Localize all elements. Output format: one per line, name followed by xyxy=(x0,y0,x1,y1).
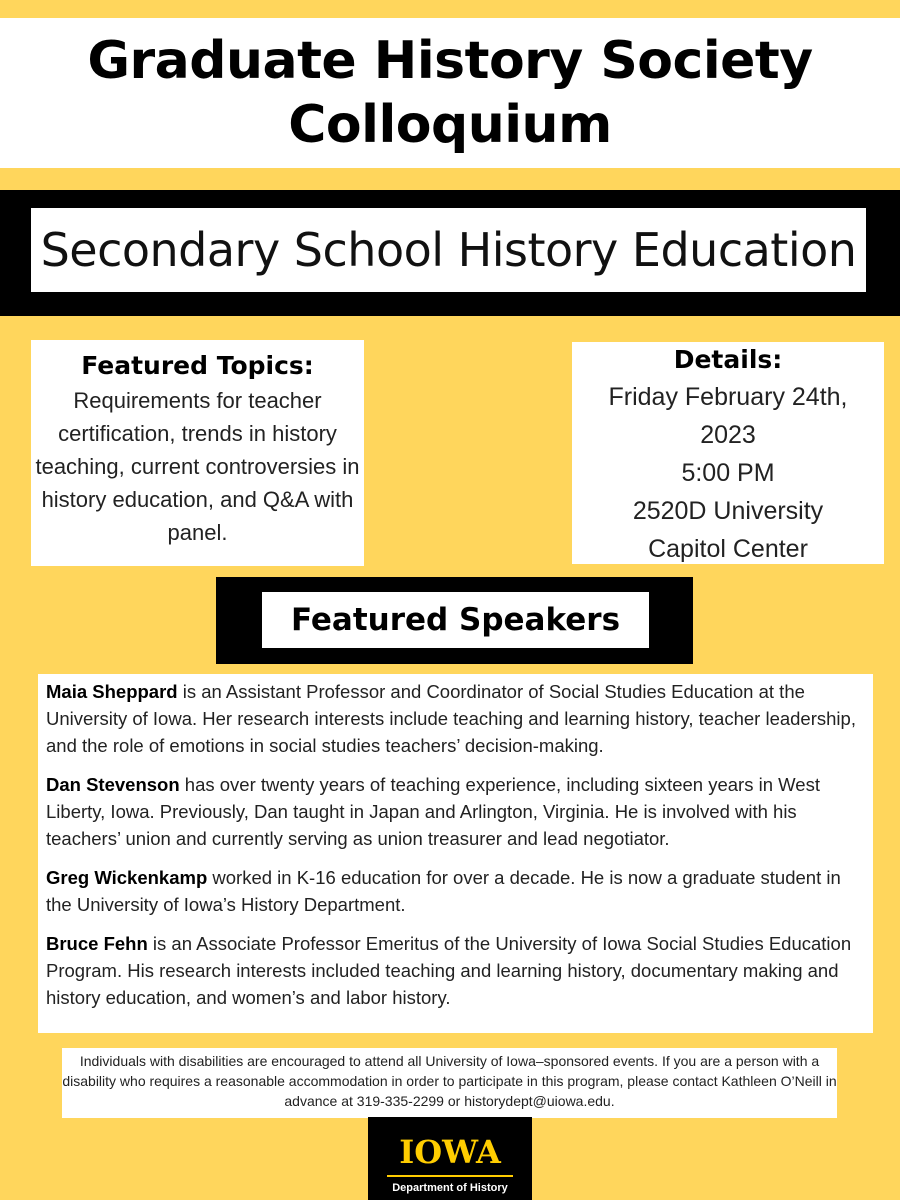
page-title-line2: Colloquium xyxy=(288,95,612,155)
iowa-wordmark: IOWA xyxy=(399,1133,501,1171)
speaker-name: Maia Sheppard xyxy=(46,681,178,702)
featured-speakers-heading: Featured Speakers xyxy=(262,592,649,648)
event-time: 5:00 PM xyxy=(681,459,775,487)
event-room: 2520D University xyxy=(632,497,824,525)
event-date-line2: 2023 xyxy=(700,421,756,449)
page-title-line1: Graduate History Society xyxy=(87,31,813,91)
speaker-name: Greg Wickenkamp xyxy=(46,867,208,888)
speaker-bio-text: is an Associate Professor Emeritus of the University of Iowa Social Studies Education Program. His research interests included teaching and learning history, documentary making and history education, and women’s and labor history. xyxy=(46,933,852,1008)
logo-department: Department of History xyxy=(392,1182,508,1194)
speaker-bio xyxy=(46,864,865,918)
accessibility-notice: Individuals with disabilities are encouraged to attend all University of Iowa–sponsored events. If you are a person with a disability who requires a reasonable accommodation in order to participate in this program, please contact Kathleen O’Neill in advance at 319-335-2299 or historydept@uiowa.edu. xyxy=(62,1048,837,1118)
iowa-logo xyxy=(368,1117,532,1200)
logo-divider xyxy=(387,1175,513,1177)
details-panel xyxy=(572,342,884,564)
details-heading: Details: xyxy=(673,345,783,374)
title-banner xyxy=(0,18,900,168)
speaker-bio-text: worked in K-16 education for over a decade. He is now a graduate student in the University of Iowa’s History Department. xyxy=(46,867,841,915)
speaker-name: Bruce Fehn xyxy=(46,933,148,954)
speaker-bio xyxy=(46,678,865,759)
speaker-name: Dan Stevenson xyxy=(46,774,180,795)
speaker-bio xyxy=(46,930,865,1011)
featured-topics-panel xyxy=(31,340,364,566)
speaker-bio xyxy=(46,771,865,852)
featured-topics-text: Requirements for teacher certification, trends in history teaching, current controversies in history education, and Q&A with panel. xyxy=(35,388,360,545)
speaker-bio-text: has over twenty years of teaching experience, including sixteen years in West Liberty, Iowa. Previously, Dan taught in Japan and Arlington, Virginia. He is involved with his teachers’ union and currently serving as union treasurer and lead negotiator. xyxy=(46,774,820,849)
speaker-bio-text: is an Assistant Professor and Coordinator of Social Studies Education at the University of Iowa. Her research interests include teaching and learning history, teacher leadership, and the role of emotions in social studies teachers’ decision-making. xyxy=(46,681,856,756)
featured-topics-heading: Featured Topics: xyxy=(81,351,314,380)
subtitle: Secondary School History Education xyxy=(31,208,866,292)
event-building: Capitol Center xyxy=(648,535,808,563)
speaker-bios-panel xyxy=(38,674,873,1033)
event-date-line1: Friday February 24th, xyxy=(608,383,848,411)
